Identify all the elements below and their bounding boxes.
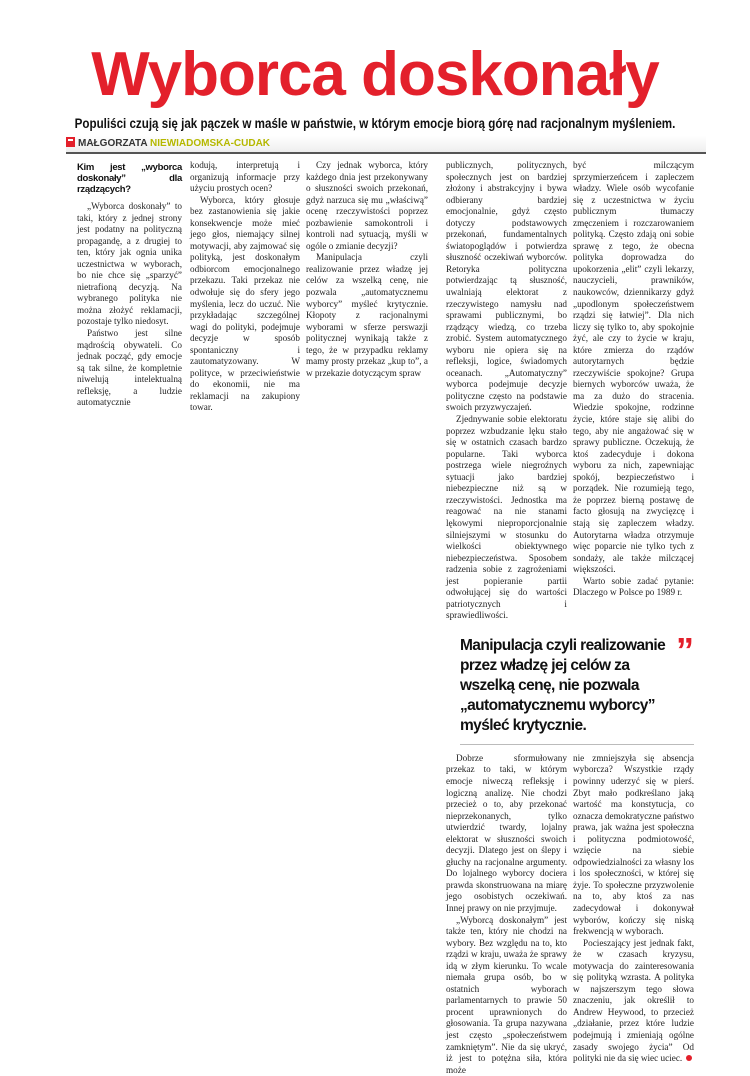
pull-quote: Manipulacja czyli realizowanie przez władzę jej celów za wszelką cenę, nie pozwala „automatycznemu wyborcy” myśleć krytycznie. — [460, 636, 666, 734]
paragraph-text: Pocieszający jest jednak fakt, że w czasach kryzysu, motywacja do zainteresowania się polityką wzrasta. A polityka w najszerszym tego słowa znaczeniu, jak określił to Andrew Heywood, to przecież „działanie, przez które ludzie podejmują i zmieniają ogólne zasady swojego życia” Od polityki nie da się wiec uciec. — [573, 937, 694, 1064]
quote-mark-icon: ” — [676, 629, 694, 671]
article-title: Wyborca doskonały — [91, 40, 659, 109]
column-2 — [190, 160, 300, 414]
column-4 — [446, 160, 567, 622]
column-1 — [77, 162, 182, 409]
end-mark-icon — [686, 1055, 692, 1061]
column-3 — [306, 160, 428, 379]
paragraph: „Wyborca doskonały” to taki, który z jednej strony jest podatny na polityczną propagandę, a z drugiej to ten, który jak ognia unika uczestnictwa w wyborach, bo nie chce się „sparzyć” nietrafioną decyzją. Na wybranego polityka nie można złożyć reklamacji, pozostaje tylko niedosyt. — [77, 201, 182, 327]
paragraph: publicznych, politycznych, społecznych jest on bardziej złożony i abstrakcyjny i bywa odbierany bardziej emocjonalnie, gdyż często dotyczy podstawowych przekonań, fundamentalnych światopoglądów i potwierdza słuszność oczekiwań wyborców. Retoryka polityczna potwierdzając tą słuszność, uwalniają elektorat z rzeczywistego namysłu nad sprawami publicznymi, bo rządzący wiedzą, co trzeba zrobić. System automatycznego wyboru nie opiera się na refleksji, logice, świadomych oceanach. „Automatyczny” wyborca podejmuje decyzje polityczne często na podstawie swoich przyzwyczajeń. — [446, 160, 567, 413]
lower-columns — [446, 753, 694, 1076]
paragraph: być milczącym sprzymierzeńcem i zapleczem władzy. Wiele osób wycofanie się z uczestnictwa w życiu publicznym tłumaczy zmęczeniem i rozczarowaniem polityką. Często zdają oni sobie sprawę z tego, że obecna polityka doprowadza do upokorzenia „elit” czyli lekarzy, nauczycieli, prawników, naukowców, dziennikarzy gdyż „upodlonym społeczeństwem rządzi się łatwiej”. Dla nich liczy się tylko to, aby spokojnie żyć, ale czy to życie w kraju, które zmierza do rządów autorytarnych będzie rzeczywiście spokojne? Grupa biernych wyborców uważa, że ma za dużo do stracenia. Wiedzie spokojne, rodzinne życie, które staje się alibi do tego, aby nie angażować się w sprawy publiczne. Oczekują, że ktoś zadecyduje i dokona wyboru za nich, zapewniając spokój, bezpieczeństwo i porządek. Nie rozumieją tego, że poprzez bierną postawę de facto głosują na zwycięzcę i stają się zapleczem władzy. Autorytarna władza otrzymuje więc poparcie nie tylko tych z sondaży, ale także milczącej większości. — [573, 160, 694, 575]
article-subtitle: Populiści czują się jak pączek w maśle w państwie, w którym emocje biorą górę nad racjonalnym myśleniem. — [74, 116, 676, 131]
section-heading: Kim jest „wyborca doskonały” dla rządzących? — [77, 162, 182, 195]
author-last-name: NIEWIADOMSKA-CUDAK — [150, 138, 271, 149]
column-4-lower — [446, 753, 567, 1076]
paragraph — [573, 938, 694, 1065]
pull-quote-box — [460, 629, 694, 745]
paragraph: kodują, interpretują i organizują informacje przy użyciu prostych ocen? — [190, 160, 300, 194]
right-section — [446, 160, 694, 1076]
paragraph: Czy jednak wyborca, który każdego dnia jest przekonywany o słuszności swoich przekonań, gdyż narzuca się mu „właściwą” ocenę rzeczywistości poprzez pozbawienie samokontroli i kontroli nad sytuacją, myśli w ogóle o zmianie decyzji? — [306, 160, 428, 251]
paragraph: Manipulacja czyli realizowanie przez władzę jej celów za wszelką cenę, nie pozwala „automatycznemu wyborcy” myśleć krytycznie. Kłopoty z racjonalnymi wyborami w sferze perswazji politycznej wynikają także z tego, że w przypadku reklamy mamy prosty przekaz „kup to”, a w przekazie dotyczącym spraw — [306, 252, 428, 378]
paragraph: Dobrze sformułowany przekaz to taki, w którym emocje niweczą refleksję i logiczną analizę. Nie chodzi przecież o to, aby przekonać nieprzekonanych, tylko utwierdzić twardy, lojalny elektorat w słuszności swoich decyzji. Dlatego jest on ślepy i głuchy na racjonalne argumenty. Do lojalnego wyborcy dociera prawda skonstruowana na miarę jego osobistych oczekiwań. Innej prawy on nie przyjmuje. — [446, 752, 567, 913]
paragraph: Wyborca, który głosuje bez zastanowienia się jakie konsekwencje może mieć jego głos, niemający silnej motywacji, aby zajmować się polityką, jest doskonałym odbiorcom emocjonalnego przekazu. Taki przekaz nie odwołuje się do sfery jego myślenia, lecz do uczuć. Nie przykładając szczególnej wagi do polityki, podejmuje decyzje w sposób spontaniczny i zautomatyzowany. W polityce, w przeciwieństwie do ekonomii, nie ma reklamacji na zakupiony towar. — [190, 194, 300, 413]
paragraph: Warto sobie zadać pytanie: Dlaczego w Polsce po 1989 r. — [573, 575, 694, 598]
author-first-name: MAŁGORZATA — [78, 138, 148, 149]
author-logo-icon — [66, 137, 75, 147]
column-5 — [573, 160, 694, 599]
byline — [66, 136, 706, 154]
paragraph: „Wyborcą doskonałym” jest także ten, który nie chodzi na wybory. Bez względu na to, kto rządzi w kraju, uważa że sprawy idą w złym kierunku. To wcale niemała grupa osób, bo w ostatnich wyborach parlamentarnych to prawie 50 procent uprawnionych do głosowania. Ta grupa nazywana jest często „społeczeństwem zamkniętym”. Nie da się ukryć, iż jest to potężna siła, która może — [446, 914, 567, 1075]
paragraph: nie zmniejszyła się absencja wyborcza? Wszystkie rządy powinny uderzyć się w pierś. Zbyt mało podkreślano jaką wartość ma konstytucja, co oznacza demokratyczne państwo prawa, jak ważna jest społeczna i polityczna podmiotowość, wzięcie na siebie odpowiedzialności za własny los i los społeczności, w której się żyje. To społeczne przyzwolenie na to, aby ktoś za nas zadecydował i dokonywał wyborów, kończy się niską frekwencją w wyborach. — [573, 752, 694, 937]
column-5-lower — [573, 753, 694, 1065]
paragraph: Zjednywanie sobie elektoratu poprzez wzbudzanie lęku stało się w ostatnich czasach bardzo popularne. Taki wyborca postrzega wiele niegroźnych sytuacji jako bardziej niebezpieczne niż są w rzeczywistości. Jednostka ma reagować na nie stanami lękowymi nieproporcjonalnie silniejszymi w stosunku do wielkości obiektywnego niebezpieczeństwa. Sposobem radzenia sobie z zagrożeniami jest popieranie partii odwołującej się do wartości patriotycznych i sprawiedliwości. — [446, 414, 567, 621]
paragraph: Państwo jest silne mądrością obywateli. Co jednak począć, gdy emocje są tak silne, że kompletnie niwelują intelektualną refleksję, a ludzie automatycznie — [77, 328, 182, 408]
upper-columns — [446, 160, 694, 622]
